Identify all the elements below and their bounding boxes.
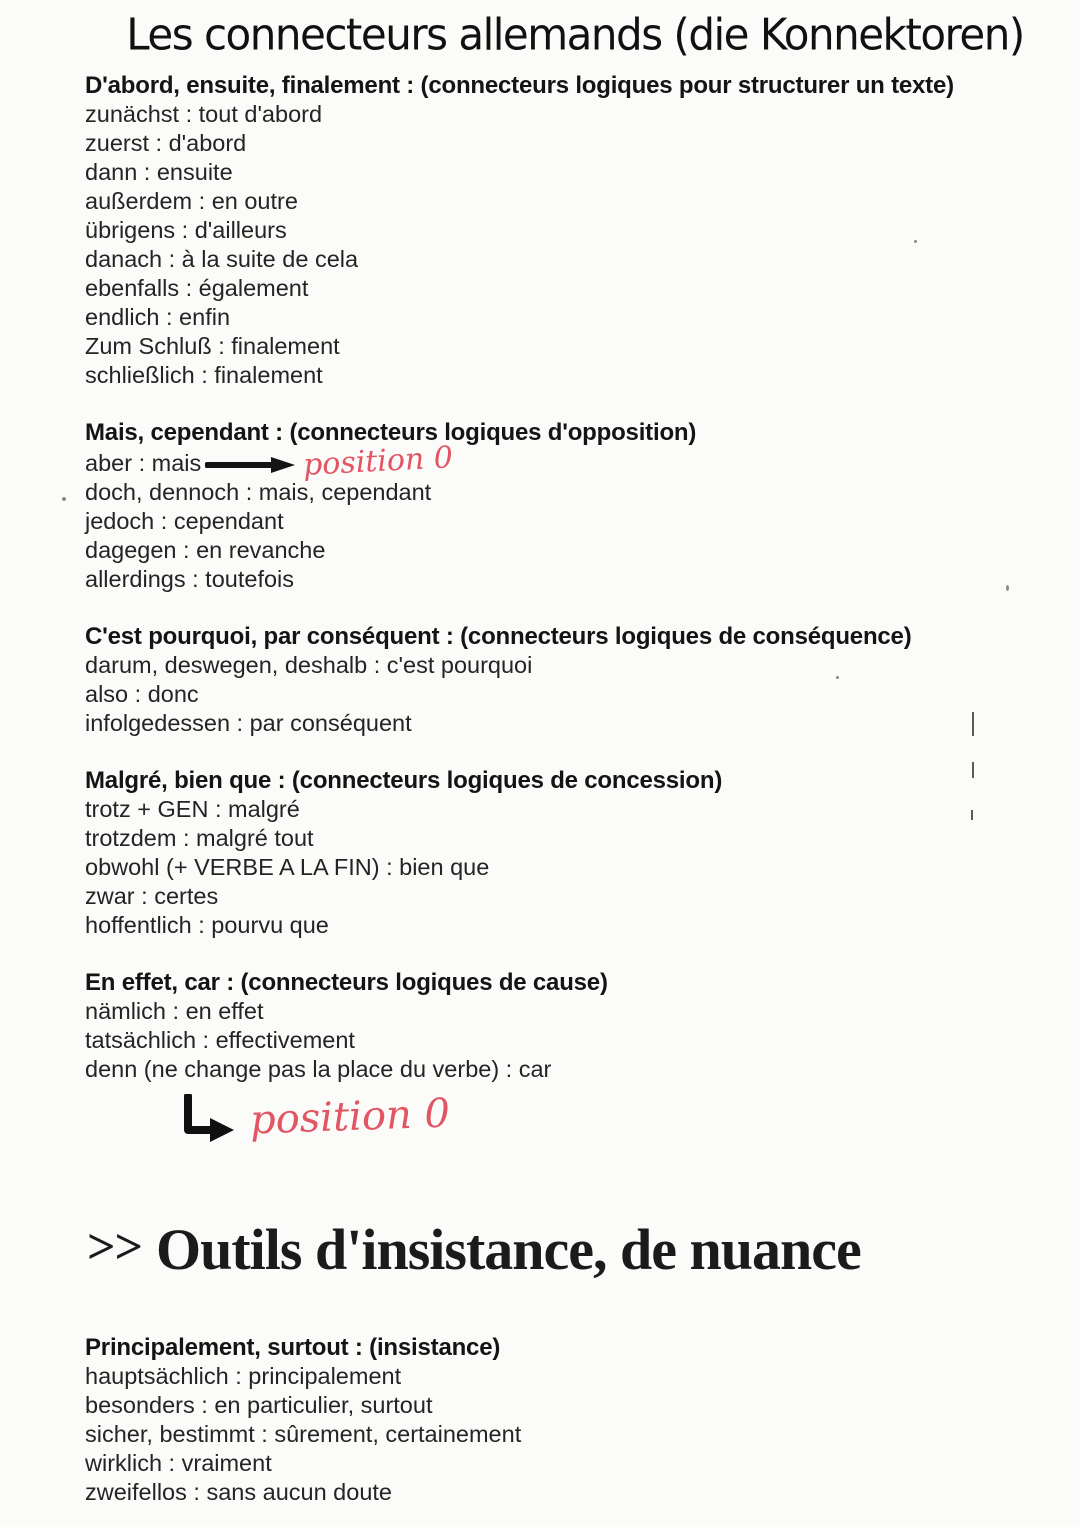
vocab-text: danach : à la suite de cela — [85, 246, 359, 272]
vocab-text: allerdings : toutefois — [85, 566, 295, 592]
vocab-line — [85, 216, 1025, 245]
vocab-text: zunächst : tout d'abord — [85, 101, 323, 127]
vocab-line — [85, 332, 1025, 361]
vocab-line — [85, 478, 1025, 507]
vocab-text: darum, deswegen, deshalb : c'est pourquoi — [85, 652, 533, 678]
vocab-line — [85, 882, 1025, 911]
vocab-text: ebenfalls : également — [85, 275, 309, 301]
vocab-line — [85, 100, 1025, 129]
vocab-line — [85, 1362, 1025, 1391]
vocab-line — [85, 651, 1025, 680]
vocab-text: schließlich : finalement — [85, 362, 323, 388]
vocab-line — [85, 1026, 1025, 1055]
section-opposition — [85, 418, 1025, 594]
section-cause — [85, 968, 1025, 1164]
vocab-line — [85, 1449, 1025, 1478]
chevrons-prefix: >> — [87, 1218, 142, 1274]
vocab-line — [85, 274, 1025, 303]
corner-arrow-icon — [180, 1094, 236, 1146]
section-heading: Mais, cependant : (connecteurs logiques d'opposition) — [85, 419, 697, 446]
section-heading: D'abord, ensuite, finalement : (connecteurs logiques pour structurer un texte) — [85, 72, 954, 99]
scan-mark — [836, 676, 839, 679]
vocab-text: übrigens : d'ailleurs — [85, 217, 287, 243]
vocab-text: infolgedessen : par conséquent — [85, 710, 412, 736]
vocab-line — [85, 709, 1025, 738]
vocab-text: sicher, bestimmt : sûrement, certainement — [85, 1421, 522, 1447]
vocab-line — [85, 1055, 1025, 1084]
handwritten-annotation: position 0 — [302, 440, 454, 483]
vocab-line — [85, 507, 1025, 536]
vocab-line — [85, 853, 1025, 882]
vocab-line — [85, 997, 1025, 1026]
vocab-line — [85, 680, 1025, 709]
vocab-line — [85, 1420, 1025, 1449]
vocab-text: trotz + GEN : malgré — [85, 796, 300, 822]
vocab-line — [85, 795, 1025, 824]
scan-mark — [914, 240, 917, 243]
vocab-line — [85, 824, 1025, 853]
vocab-text: obwohl (+ VERBE A LA FIN) : bien que — [85, 854, 490, 880]
vocab-text: hauptsächlich : principalement — [85, 1363, 402, 1389]
vocab-line — [85, 536, 1025, 565]
scan-mark — [971, 810, 973, 820]
thick-arrow-icon — [205, 456, 297, 474]
vocab-text: zuerst : d'abord — [85, 130, 247, 156]
vocab-text: dann : ensuite — [85, 159, 233, 185]
vocab-line — [85, 1478, 1025, 1507]
scan-mark — [972, 712, 974, 736]
handwritten-annotation: position 0 — [249, 1090, 451, 1144]
scan-mark — [1006, 585, 1009, 591]
vocab-text: zwar : certes — [85, 883, 219, 909]
big-heading — [87, 1216, 1025, 1283]
vocab-line — [85, 187, 1025, 216]
section-concession — [85, 766, 1025, 940]
vocab-line — [85, 565, 1025, 594]
section-consequence — [85, 622, 1025, 738]
vocab-text: doch, dennoch : mais, cependant — [85, 479, 432, 505]
page-title: Les connecteurs allemands (die Konnektoren) — [126, 9, 1024, 60]
handwritten-note-line — [180, 1090, 1025, 1164]
big-heading-text: Outils d'insistance, de nuance — [155, 1217, 861, 1282]
vocab-text: dagegen : en revanche — [85, 537, 326, 563]
vocab-text: also : donc — [85, 681, 199, 707]
vocab-text: endlich : enfin — [85, 304, 231, 330]
section-structurer — [85, 71, 1025, 390]
vocab-line — [85, 911, 1025, 940]
vocab-line — [85, 245, 1025, 274]
section-heading: Malgré, bien que : (connecteurs logiques de concession) — [85, 767, 723, 794]
vocab-line — [85, 361, 1025, 390]
vocab-text: trotzdem : malgré tout — [85, 825, 314, 851]
vocab-line — [85, 129, 1025, 158]
section-heading: En effet, car : (connecteurs logiques de cause) — [85, 969, 608, 996]
section-heading: Principalement, surtout : (insistance) — [85, 1334, 501, 1361]
vocab-text: besonders : en particulier, surtout — [85, 1392, 433, 1418]
scan-mark — [972, 762, 974, 778]
vocab-text: hoffentlich : pourvu que — [85, 912, 329, 938]
vocab-text: zweifellos : sans aucun doute — [85, 1479, 392, 1505]
vocab-text: Zum Schluß : finalement — [85, 333, 340, 359]
vocab-text: denn (ne change pas la place du verbe) : car — [85, 1056, 552, 1082]
vocab-text: wirklich : vraiment — [85, 1450, 272, 1476]
scan-mark — [62, 497, 66, 501]
vocab-text: außerdem : en outre — [85, 188, 298, 214]
vocab-line — [85, 303, 1025, 332]
vocab-text: nämlich : en effet — [85, 998, 264, 1024]
vocab-line — [85, 1391, 1025, 1420]
vocab-text: tatsächlich : effectivement — [85, 1027, 355, 1053]
section-heading: C'est pourquoi, par conséquent : (connecteurs logiques de conséquence) — [85, 623, 912, 650]
vocab-text: aber : mais — [85, 450, 202, 476]
vocab-line-with-annotation — [85, 440, 1025, 483]
vocab-line — [85, 158, 1025, 187]
vocab-text: jedoch : cependant — [85, 508, 284, 534]
section-insistance — [85, 1333, 1025, 1507]
